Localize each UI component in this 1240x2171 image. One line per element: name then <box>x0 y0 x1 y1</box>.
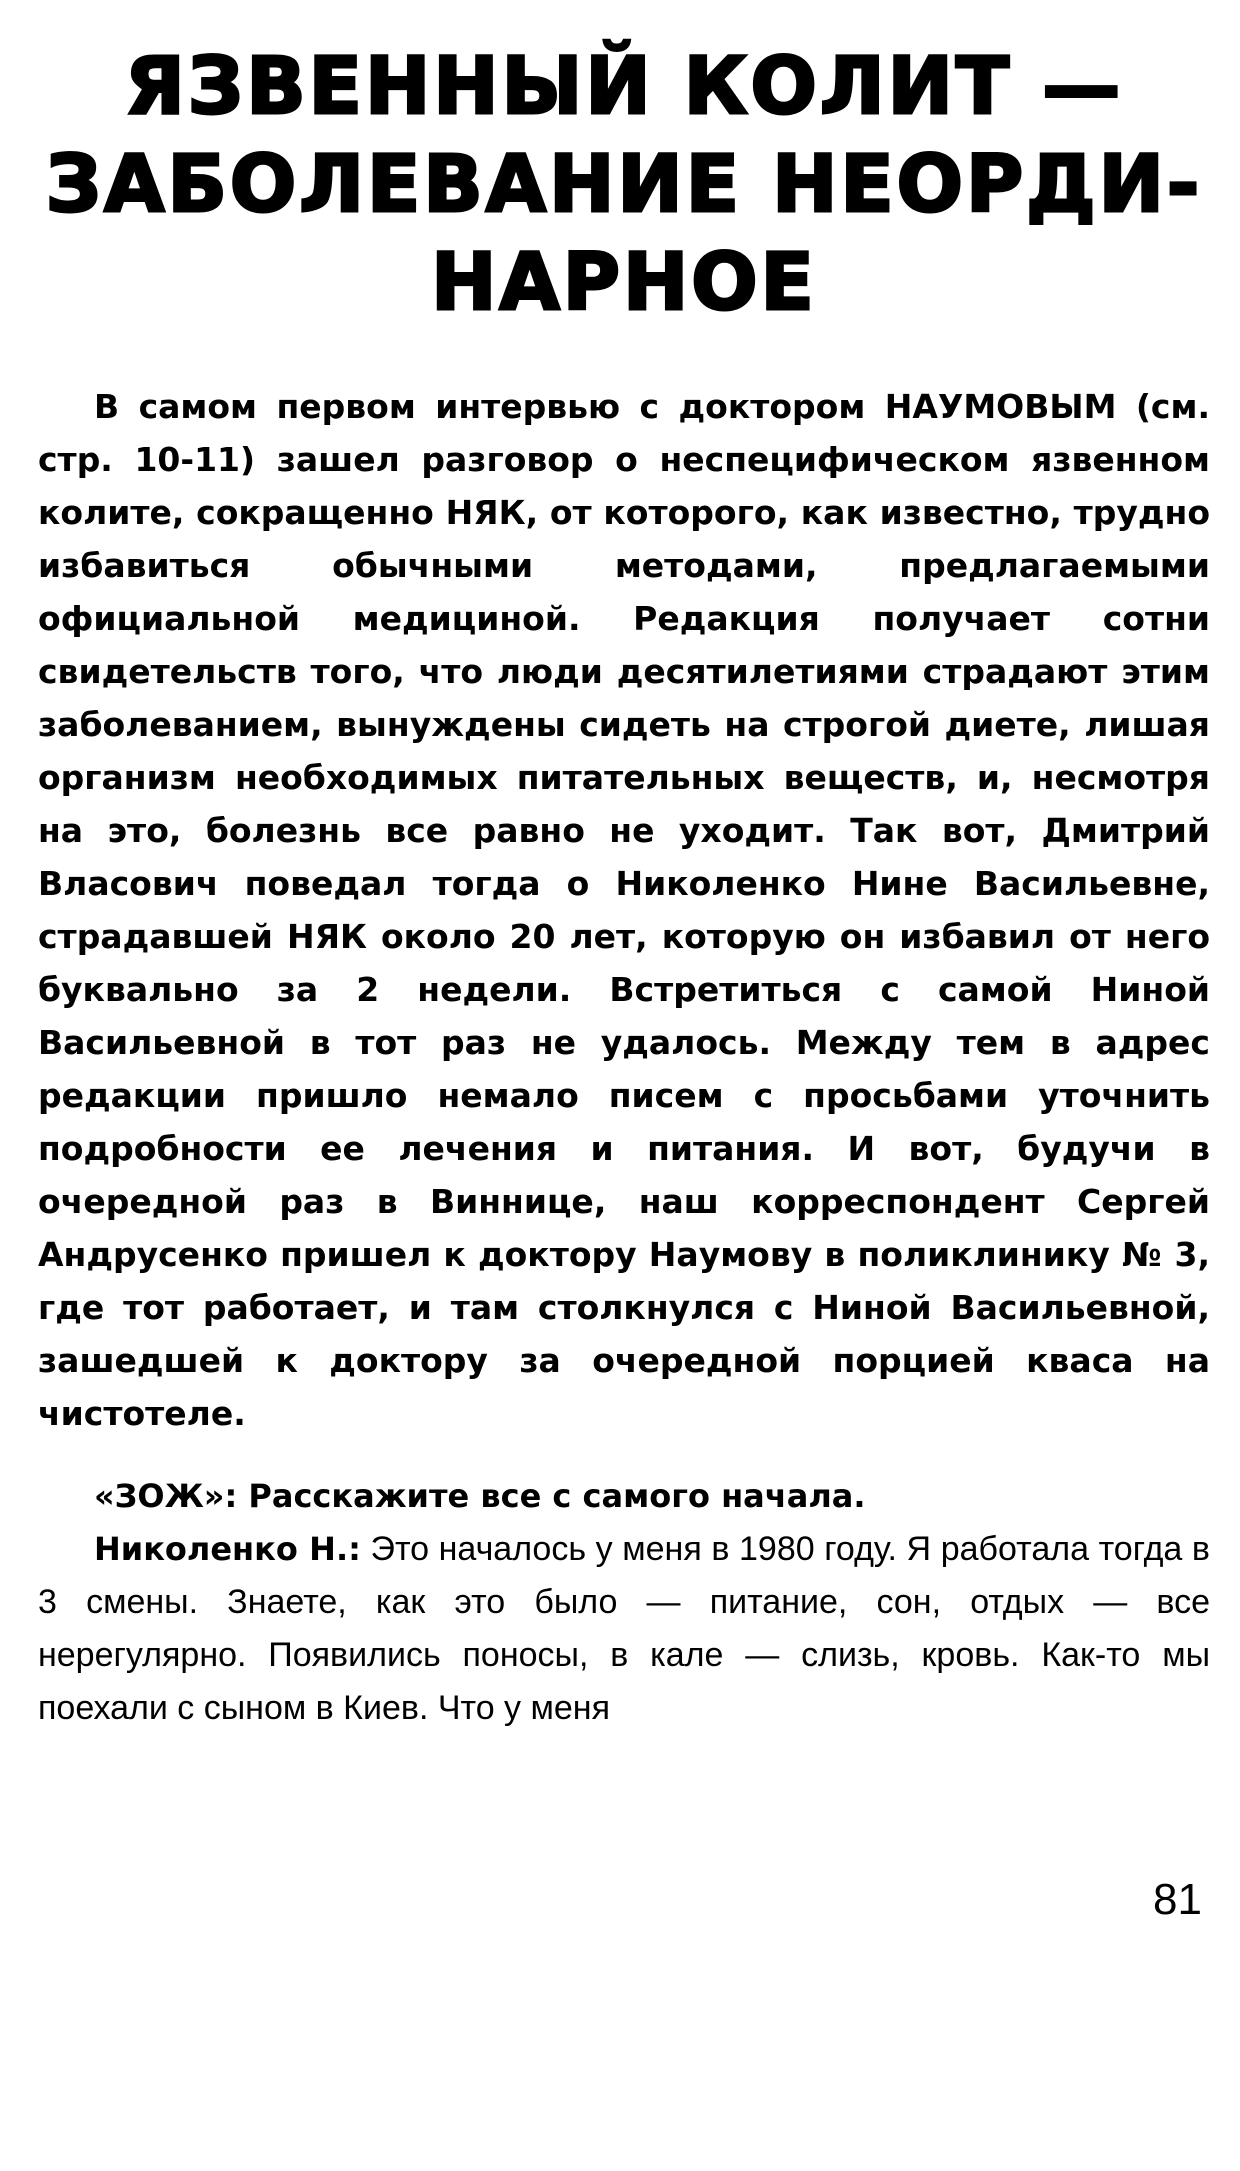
title-line-1: ЯЗВЕННЫЙ КОЛИТ — <box>124 42 1124 132</box>
article-title <box>38 38 1210 332</box>
intro-paragraph: В самом первом интервью с доктором НАУМОВЫМ (см. стр. 10-11) зашел разговор о неспецифическом язвенном колите, сокращенно НЯК, от которого, как известно, трудно избавиться обычными методами, предлагаемыми официальной медициной. Редакция получает сотни свидетельств того, что люди десятилетиями страдают этим заболеванием, вынуждены сидеть на строгой диете, лишая организм необходимых питательных веществ, и, несмотря на это, болезнь все равно не уходит. Так вот, Дмитрий Власович поведал тогда о Николенко Нине Васильевне, страдавшей НЯК около 20 лет, которую он избавил от него буквально за 2 недели. Встретиться с самой Ниной Васильевной в тот раз не удалось. Между тем в адрес редакции пришло немало писем с просьбами уточнить подробности ее лечения и питания. И вот, будучи в очередной раз в Виннице, наш корреспондент Сергей Андрусенко пришел к доктору Наумову в поликлинику № 3, где тот работает, и там столкнулся с Ниной Васильевной, зашедшей к доктору за очередной порцией кваса на чистотеле. <box>38 387 1210 1433</box>
answer-speaker: Николенко Н.: <box>94 1530 361 1568</box>
document-page <box>38 0 1210 2171</box>
answer-text: Это началось у меня в 1980 году. Я работала тогда в 3 смены. Знаете, как это было — питание, сон, отдых — все нерегулярно. Появились поносы, в кале — слизь, кровь. Как-то мы поехали с сыном в Киев. Что у меня <box>38 1530 1210 1727</box>
page-number: 81 <box>1153 1875 1202 1924</box>
title-line-3: НАРНОЕ <box>431 238 817 328</box>
interview-section <box>38 1470 1210 1735</box>
interview-question: «ЗОЖ»: Расскажите все с самого начала. <box>94 1477 866 1515</box>
interview-answer <box>38 1523 1210 1735</box>
title-line-2: ЗАБОЛЕВАНИЕ НЕОРДИ- <box>45 140 1203 230</box>
